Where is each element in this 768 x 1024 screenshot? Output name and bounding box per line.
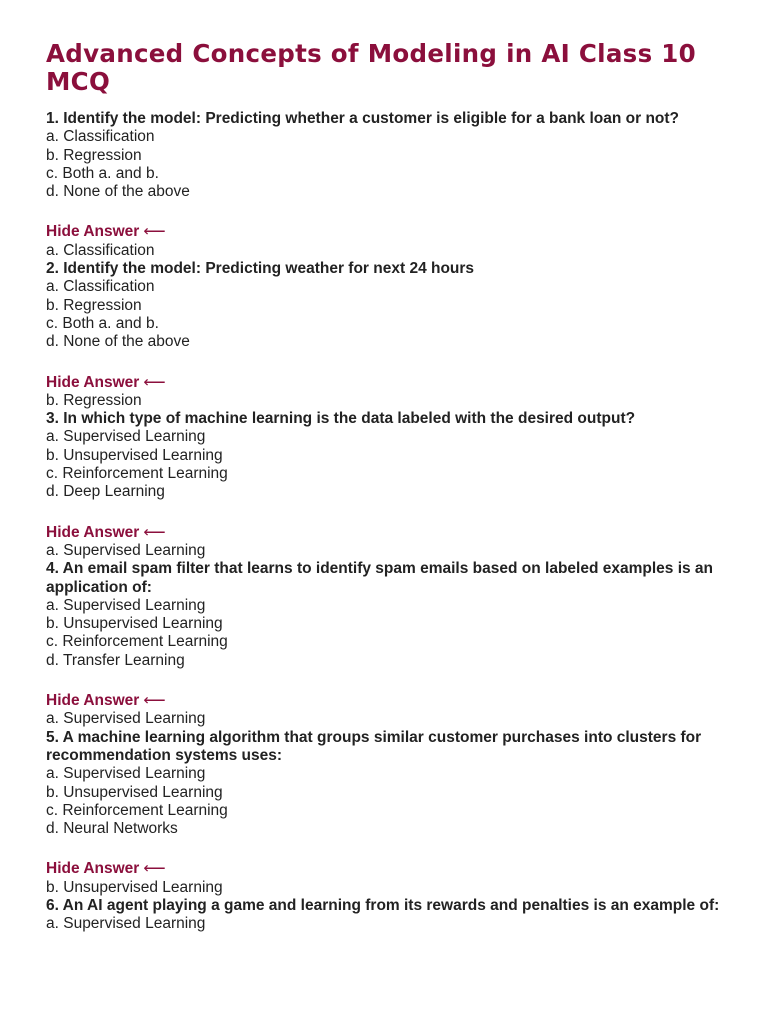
q2-option-c: c. Both a. and b. [46,314,159,332]
q2-answer: b. Regression [46,391,142,409]
question-3: 3. In which type of machine learning is the data labeled with the desired output? [46,410,636,428]
left-arrow-icon: ⟵ [143,692,166,710]
q4-hide-answer-link[interactable] [46,692,722,710]
q5-option-c: c. Reinforcement Learning [46,801,228,819]
question-4: 4. An email spam filter that learns to identify spam emails based on labeled examples is an application of: [46,560,714,596]
q3-option-c: c. Reinforcement Learning [46,465,228,483]
q1-option-a: a. Classification [46,128,155,146]
q5-hide-answer-link[interactable] [46,860,722,878]
q1-option-b: b. Regression [46,146,142,164]
hide-answer-label: Hide Answer [46,860,140,878]
hide-answer-label: Hide Answer [46,223,140,241]
q4-option-d: d. Transfer Learning [46,651,185,669]
left-arrow-icon: ⟵ [143,860,166,878]
q3-option-b: b. Unsupervised Learning [46,446,223,464]
q1-hide-answer-link[interactable] [46,223,722,241]
q2-option-b: b. Regression [46,296,142,314]
q6-option-a: a. Supervised Learning [46,915,206,933]
q3-answer: a. Supervised Learning [46,541,206,559]
left-arrow-icon: ⟵ [143,523,166,541]
q4-option-a: a. Supervised Learning [46,596,206,614]
q1-answer: a. Classification [46,241,155,259]
q4-option-c: c. Reinforcement Learning [46,633,228,651]
q5-option-d: d. Neural Networks [46,820,178,838]
hide-answer-label: Hide Answer [46,523,140,541]
hide-answer-label: Hide Answer [46,373,140,391]
q5-option-a: a. Supervised Learning [46,765,206,783]
q3-option-d: d. Deep Learning [46,483,165,501]
q2-option-d: d. None of the above [46,333,190,351]
q4-answer: a. Supervised Learning [46,710,206,728]
q3-hide-answer-link[interactable] [46,524,722,542]
left-arrow-icon: ⟵ [143,223,166,241]
left-arrow-icon: ⟵ [143,373,166,391]
question-2: 2. Identify the model: Predicting weather for next 24 hours [46,260,475,278]
question-1: 1. Identify the model: Predicting whether a customer is eligible for a bank loan or not? [46,110,680,127]
q5-option-b: b. Unsupervised Learning [46,783,223,801]
question-6: 6. An AI agent playing a game and learning from its rewards and penalties is an example of: [46,896,720,914]
q1-option-d: d. None of the above [46,183,190,201]
question-5: 5. A machine learning algorithm that groups similar customer purchases into clusters for recommendation systems uses: [46,728,702,764]
q3-option-a: a. Supervised Learning [46,428,206,446]
page-title: Advanced Concepts of Modeling in AI Class 10 MCQ [46,39,696,96]
hide-answer-label: Hide Answer [46,692,140,710]
q2-option-a: a. Classification [46,278,155,296]
q1-option-c: c. Both a. and b. [46,164,159,182]
q5-answer: b. Unsupervised Learning [46,878,223,896]
q4-option-b: b. Unsupervised Learning [46,615,223,633]
q2-hide-answer-link[interactable] [46,374,722,392]
